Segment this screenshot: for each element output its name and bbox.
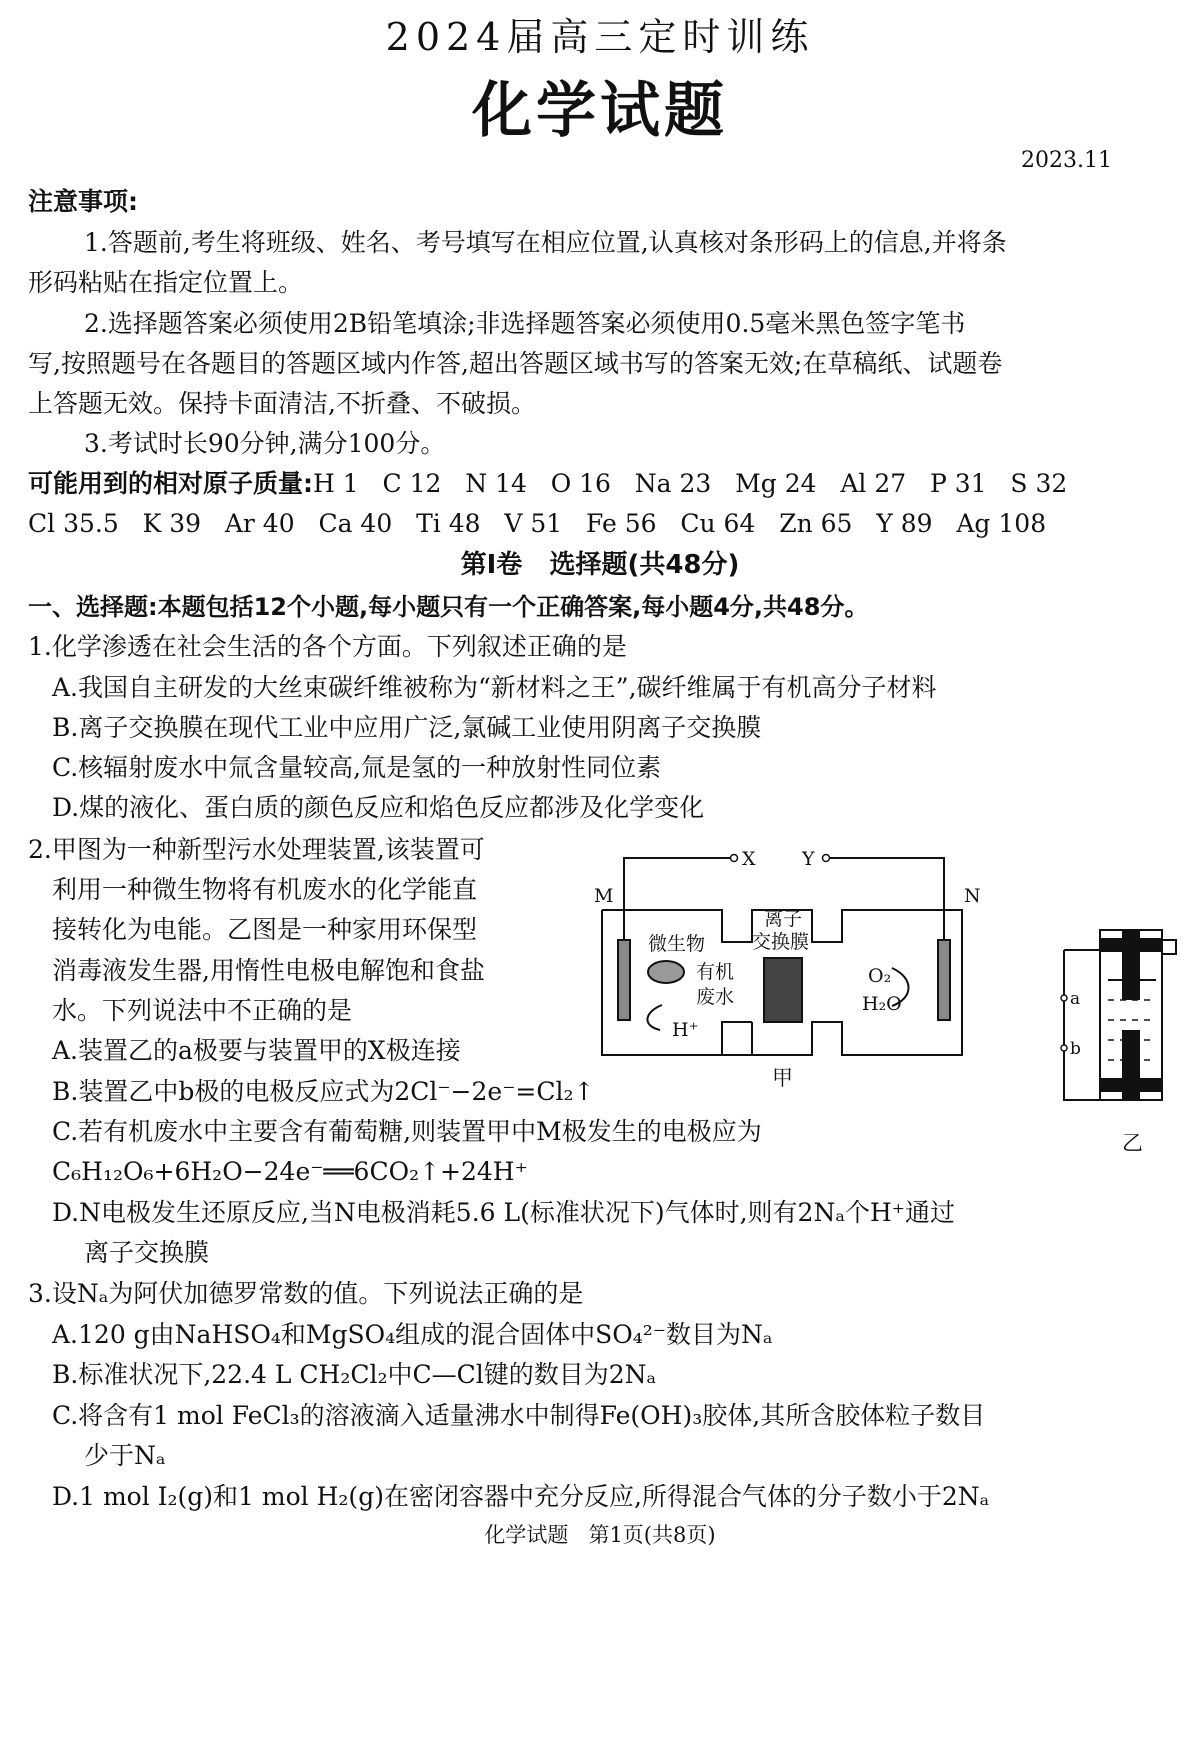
- fig-jia-h-label: H⁺: [672, 1019, 699, 1041]
- fig-jia-y-label: Y: [802, 848, 815, 870]
- notice-item-1: 1.答题前,考生将班级、姓名、考号填写在相应位置,认真核对条形码上的信息,并将条: [84, 228, 1007, 257]
- terminal-a: [1061, 995, 1067, 1001]
- page-footer: 化学试题 第1页(共8页): [484, 1523, 716, 1547]
- q2-option-c-equation: C₆H₁₂O₆+6H₂O−24e⁻══6CO₂↑+24H⁺: [52, 1157, 528, 1186]
- q1-option-a: A.我国自主研发的大丝束碳纤维被称为“新材料之王”,碳纤维属于有机高分子材料: [52, 673, 937, 702]
- exam-date: 2023.11: [1021, 148, 1112, 173]
- figure-jia: [592, 840, 992, 1090]
- atomic-mass-values-1: H 1 C 12 N 14 O 16 Na 23 Mg 24 Al 27 P 31 S 32: [313, 469, 1068, 498]
- fig-jia-h2o-label: H₂O: [862, 993, 902, 1015]
- fig-jia-microbe-label: 微生物: [648, 933, 706, 955]
- q2-stem-1: 2.甲图为一种新型污水处理装置,该装置可: [28, 835, 485, 864]
- notice-item-2-cont2: 上答题无效。保持卡面清洁,不折叠、不破损。: [28, 389, 536, 418]
- q2-stem-5: 水。下列说法中不正确的是: [52, 996, 353, 1025]
- fig-yi-b-label: b: [1070, 1039, 1081, 1059]
- q2-option-d-cont: 离子交换膜: [84, 1238, 210, 1267]
- terminal-y: [823, 855, 830, 862]
- q2-option-c: C.若有机废水中主要含有葡萄糖,则装置甲中M极发生的电极应为: [52, 1117, 762, 1146]
- fig-jia-n-label: N: [964, 885, 981, 907]
- fig-jia-membrane-label-2: 交换膜: [752, 931, 810, 953]
- atomic-mass-label: 可能用到的相对原子质量:: [28, 469, 313, 498]
- q1-option-b: B.离子交换膜在现代工业中应用广泛,氯碱工业使用阴离子交换膜: [52, 713, 762, 742]
- terminal-x: [731, 855, 738, 862]
- q3-option-c: C.将含有1 mol FeCl₃的溶液滴入适量沸水中制得Fe(OH)₃胶体,其所含胶体粒子数目: [52, 1401, 986, 1430]
- exam-subject-title: 化学试题: [472, 76, 728, 146]
- q2-option-b: B.装置乙中b极的电极反应式为2Cl⁻−2e⁻=Cl₂↑: [52, 1077, 595, 1106]
- fig-jia-x-label: X: [742, 848, 756, 870]
- fig-jia-membrane-label-1: 离子: [764, 908, 803, 930]
- q2-stem-3: 接转化为电能。乙图是一种家用环保型: [52, 915, 478, 944]
- q3-option-d: D.1 mol I₂(g)和1 mol H₂(g)在密闭容器中充分反应,所得混合气体的分子数小于2Nₐ: [52, 1482, 990, 1511]
- fig-jia-o2-label: O₂: [868, 965, 892, 987]
- fig-yi-a-label: a: [1070, 989, 1081, 1009]
- atomic-mass-line-1: [28, 469, 1067, 499]
- notice-item-2-cont: 写,按照题号在各题目的答题区域内作答,超出答题区域书写的答案无效;在草稿纸、试题卷: [28, 349, 1003, 378]
- q3-option-a: A.120 g由NaHSO₄和MgSO₄组成的混合固体中SO₄²⁻数目为Nₐ: [52, 1320, 773, 1349]
- fig-jia-caption: 甲: [772, 1066, 793, 1090]
- fig-jia-m-label: M: [594, 885, 614, 907]
- fig-yi-caption: 乙: [1122, 1131, 1143, 1155]
- q2-option-a: A.装置乙的a极要与装置甲的X极连接: [52, 1036, 461, 1065]
- fig-jia-waste-label-1: 有机: [696, 961, 735, 983]
- q1-stem: 1.化学渗透在社会生活的各个方面。下列叙述正确的是: [28, 632, 627, 661]
- terminal-b: [1061, 1045, 1067, 1051]
- notice-heading: 注意事项:: [28, 187, 138, 216]
- part-title: 第Ⅰ卷 选择题(共48分): [460, 550, 740, 580]
- section-instruction: 一、选择题:本题包括12个小题,每小题只有一个正确答案,每小题4分,共48分。: [28, 593, 869, 621]
- q2-option-d: D.N电极发生还原反应,当N电极消耗5.6 L(标准状况下)气体时,则有2Nₐ个H⁺通过: [52, 1198, 955, 1227]
- fig-jia-waste-label-2: 废水: [696, 986, 735, 1008]
- q3-stem: 3.设Nₐ为阿伏加德罗常数的值。下列说法正确的是: [28, 1279, 584, 1308]
- q3-option-b: B.标准状况下,22.4 L CH₂Cl₂中C—Cl键的数目为2Nₐ: [52, 1360, 657, 1389]
- atomic-mass-line-2: Cl 35.5 K 39 Ar 40 Ca 40 Ti 48 V 51 Fe 56 Cu 64 Zn 65 Y 89 Ag 108: [28, 509, 1047, 538]
- exam-series-title: 2024届高三定时训练: [385, 15, 815, 59]
- q2-stem-4: 消毒液发生器,用惰性电极电解饱和食盐: [52, 956, 485, 985]
- notice-item-1-cont: 形码粘贴在指定位置上。: [28, 268, 304, 297]
- notice-item-2: 2.选择题答案必须使用2B铅笔填涂;非选择题答案必须使用0.5毫米黑色签字笔书: [84, 309, 966, 338]
- q1-option-d: D.煤的液化、蛋白质的颜色反应和焰色反应都涉及化学变化: [52, 793, 705, 822]
- figure-yi: [1052, 920, 1182, 1170]
- q3-option-c-cont: 少于Nₐ: [84, 1441, 166, 1470]
- q2-stem-2: 利用一种微生物将有机废水的化学能直: [52, 875, 478, 904]
- notice-item-3: 3.考试时长90分钟,满分100分。: [84, 429, 446, 458]
- q1-option-c: C.核辐射废水中氚含量较高,氚是氢的一种放射性同位素: [52, 753, 662, 782]
